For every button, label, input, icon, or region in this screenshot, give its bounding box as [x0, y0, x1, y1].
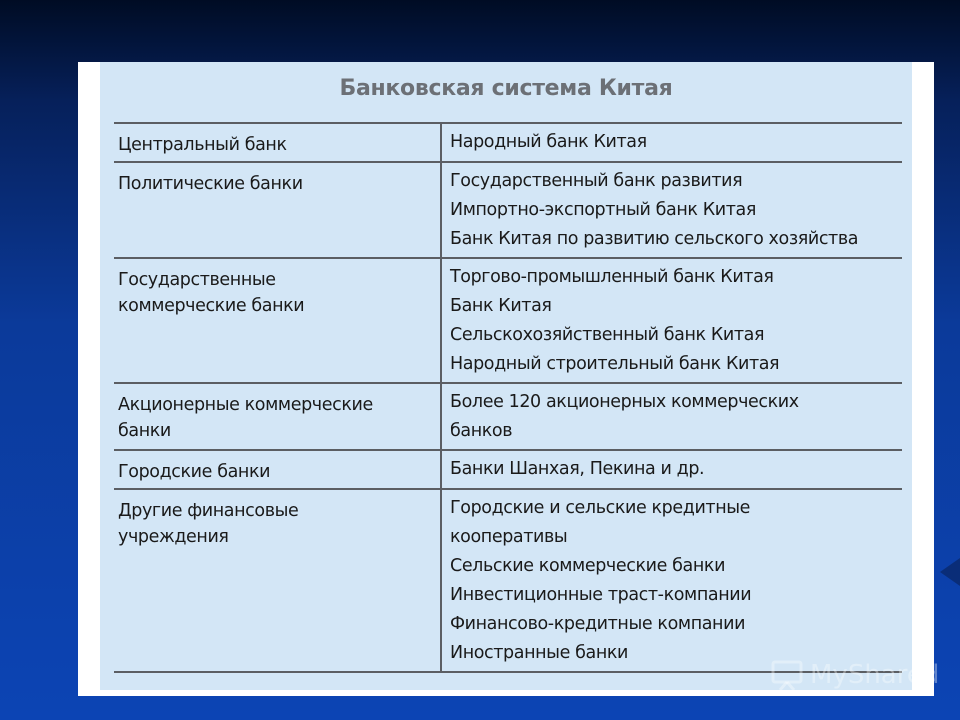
bank-line: Народный строительный банк Китая [450, 354, 780, 374]
category-line: учреждения [118, 527, 229, 547]
bank-line: банков [450, 421, 513, 441]
table-row [114, 383, 902, 450]
category-line: Другие финансовые [118, 501, 299, 521]
presentation-icon [770, 658, 804, 692]
bank-line: Государственный банк развития [450, 171, 743, 191]
category-line: коммерческие банки [118, 296, 305, 316]
category-line: банки [118, 421, 171, 441]
banks-cell [441, 123, 902, 162]
banking-system-table [114, 122, 902, 673]
bank-line: Народный банк Китая [450, 132, 647, 152]
banks-cell [441, 258, 902, 383]
watermark [770, 655, 939, 695]
category-cell [114, 450, 441, 489]
table-row [114, 450, 902, 489]
banks-cell [441, 162, 902, 258]
table-row [114, 489, 902, 672]
table-row [114, 162, 902, 258]
bank-line: Инвестиционные траст-компании [450, 585, 752, 605]
category-line: Центральный банк [118, 135, 287, 155]
category-line: Городские банки [118, 462, 271, 482]
category-line: Государственные [118, 270, 276, 290]
category-cell [114, 489, 441, 672]
table-row [114, 123, 902, 162]
banks-cell [441, 489, 902, 672]
category-cell [114, 162, 441, 258]
bank-line: Импортно-экспортный банк Китая [450, 200, 756, 220]
bank-line: Сельские коммерческие банки [450, 556, 726, 576]
bank-line: Городские и сельские кредитные [450, 498, 751, 518]
bank-line: кооперативы [450, 527, 568, 547]
banks-cell [441, 383, 902, 450]
bank-line: Торгово-промышленный банк Китая [450, 267, 774, 287]
category-cell [114, 258, 441, 383]
table-title: Банковская система Китая [339, 76, 673, 101]
bank-line: Финансово-кредитные компании [450, 614, 746, 634]
category-cell [114, 383, 441, 450]
bank-line: Более 120 акционерных коммерческих [450, 392, 799, 412]
bank-line: Сельскохозяйственный банк Китая [450, 325, 765, 345]
bank-line: Банки Шанхая, Пекина и др. [450, 459, 705, 479]
bank-line: Банк Китая [450, 296, 552, 316]
table-panel [100, 62, 912, 690]
table-row [114, 258, 902, 383]
bank-line: Иностранные банки [450, 643, 629, 663]
watermark-text: MyShared [810, 660, 940, 690]
category-line: Политические банки [118, 174, 303, 194]
slide-arrow-shape [940, 558, 960, 586]
bank-line: Банк Китая по развитию сельского хозяйства [450, 229, 859, 249]
category-cell [114, 123, 441, 162]
banks-cell [441, 450, 902, 489]
category-line: Акционерные коммерческие [118, 395, 373, 415]
